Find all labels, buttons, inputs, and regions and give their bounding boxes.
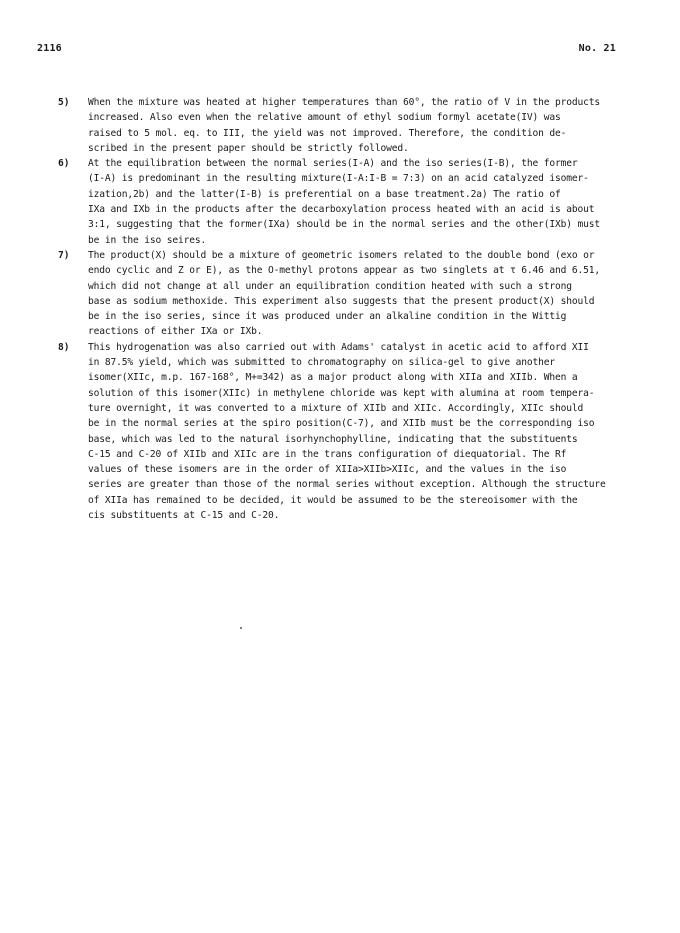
footnote-line: cis substituents at C-15 and C-20. bbox=[88, 510, 280, 522]
footnote-line: When the mixture was heated at higher temperatures than 60°, the ratio of V in the products bbox=[88, 97, 600, 108]
footnote-body bbox=[88, 248, 623, 340]
footnote-line: of XIIa has remained to be decided, it would be assumed to be the stereoisomer with the bbox=[88, 494, 578, 506]
footnote-line: The product(X) should be a mixture of geometric isomers related to the double bond (exo or bbox=[88, 249, 595, 261]
footnote-line: ture overnight, it was converted to a mixture of XIIb and XIIc. Accordingly, XIIc should bbox=[88, 402, 584, 414]
footnote-line: values of these isomers are in the order of XIIa>XIIb>XIIc, and the values in the iso bbox=[88, 464, 567, 476]
footnote-line: At the equilibration between the normal series(I-A) and the iso series(I-B), the former bbox=[88, 158, 578, 170]
footnote-line: endo cyclic and Z or E), as the O-methyl protons appear as two singlets at τ 6.46 and 6.51, bbox=[88, 265, 600, 277]
footnote-line: in 87.5% yield, which was submitted to chromatography on silica-gel to give another bbox=[88, 357, 555, 369]
footnote-line: be in the normal series at the spiro position(C-7), and XIIb must be the corresponding iso bbox=[88, 418, 595, 430]
footnote-line: C-15 and C-20 of XIIb and XIIc are in the trans configuration of diequatorial. The Rf bbox=[88, 448, 567, 460]
footnote-line: 3:1, suggesting that the former(IXa) should be in the normal series and the other(IXb) must bbox=[88, 219, 600, 231]
footnote-line: IXa and IXb in the products after the decarboxylation process heated with an acid is about bbox=[88, 204, 595, 216]
footnotes-section bbox=[58, 95, 623, 523]
footnote-body bbox=[88, 95, 623, 156]
footnote bbox=[58, 340, 623, 524]
footnote-line: scribed in the present paper should be strictly followed. bbox=[88, 142, 409, 154]
footnote-line: raised to 5 mol. eq. to III, the yield was not improved. Therefore, the condition de- bbox=[88, 127, 567, 139]
footnote-line: solution of this isomer(XIIc) in methylene chloride was kept with alumina at room tempera- bbox=[88, 387, 595, 399]
footnote-line: be in the iso series, since it was produced under an alkaline condition in the Wittig bbox=[88, 311, 567, 323]
footnote-line: ization,2b) and the latter(I-B) is preferential on a base treatment.2a) The ratio of bbox=[88, 188, 561, 200]
footnote-line: increased. Also even when the relative amount of ethyl sodium formyl acetate(IV) was bbox=[88, 112, 561, 124]
stray-mark bbox=[240, 627, 242, 629]
page-number: 2116 bbox=[37, 43, 62, 54]
footnote-number: 8) bbox=[58, 341, 70, 353]
footnote-line: (I-A) is predominant in the resulting mixture(I-A:I-B = 7:3) on an acid catalyzed isomer- bbox=[88, 173, 589, 185]
footnote-number: 5) bbox=[58, 97, 70, 108]
footnote-line: This hydrogenation was also carried out with Adams' catalyst in acetic acid to afford XII bbox=[88, 341, 589, 353]
footnote-line: which did not change at all under an equilibration condition heated with such a strong bbox=[88, 280, 572, 292]
footnote-line: series are greater than those of the normal series without exception. Although the structure bbox=[88, 479, 606, 491]
footnote-line: be in the iso seires. bbox=[88, 234, 207, 246]
footnote-line: base, which was led to the natural isorhynchophylline, indicating that the substituents bbox=[88, 433, 578, 445]
footnote-line: isomer(XIIc, m.p. 167-168°, M+=342) as a major product along with XIIa and XIIb. When a bbox=[88, 372, 578, 384]
footnote-body bbox=[88, 340, 623, 524]
footnote-line: base as sodium methoxide. This experiment also suggests that the present product(X) should bbox=[88, 295, 595, 307]
footnote bbox=[58, 95, 623, 156]
footnote-line: reactions of either IXa or IXb. bbox=[88, 326, 263, 338]
footnote bbox=[58, 248, 623, 340]
issue-number: No. 21 bbox=[578, 43, 616, 54]
footnote-number: 7) bbox=[58, 249, 70, 261]
footnote bbox=[58, 156, 623, 248]
footnote-number: 6) bbox=[58, 158, 70, 170]
footnote-body bbox=[88, 156, 623, 248]
